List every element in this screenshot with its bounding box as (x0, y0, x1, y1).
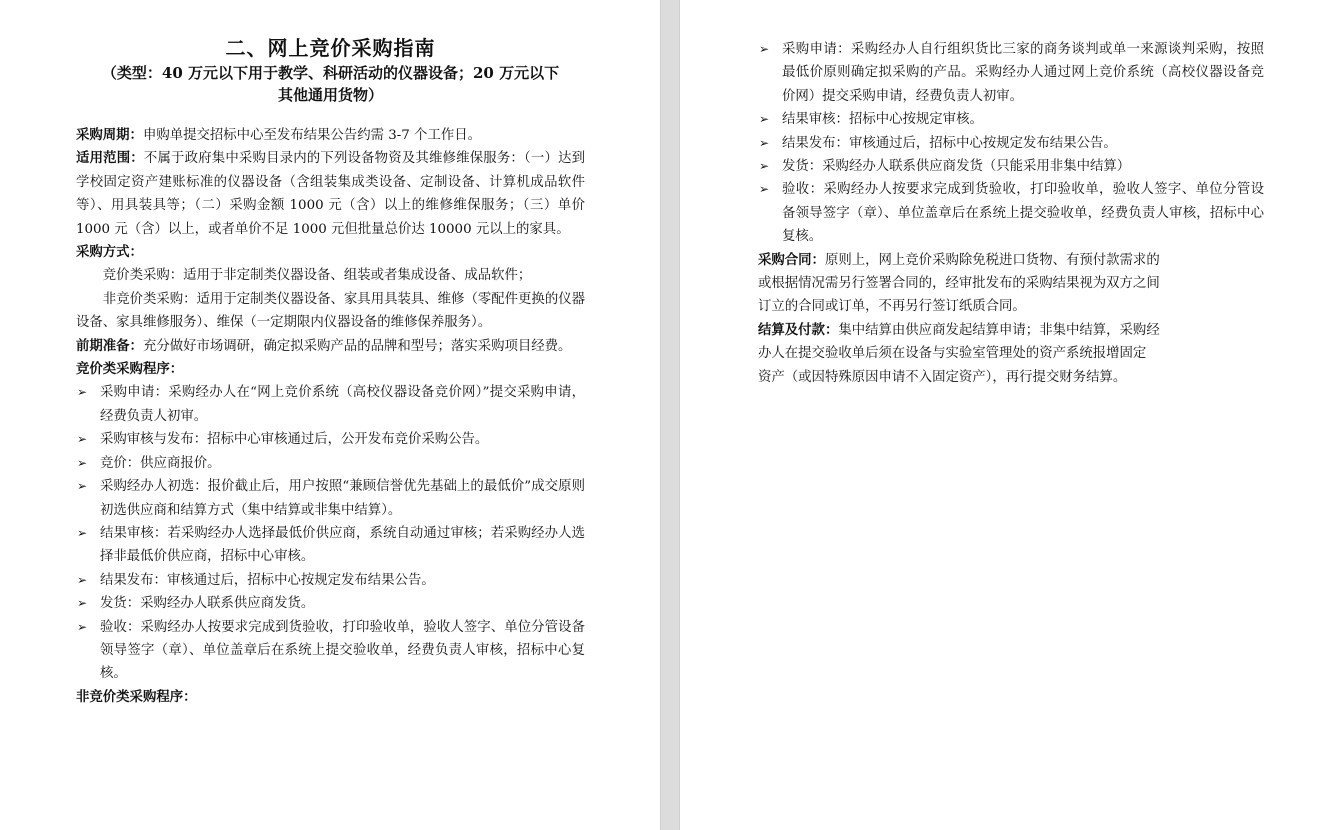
step-text: 验收：采购经办人按要求完成到货验收，打印验收单，验收人签字、单位分管设备领导签字（章）、单位盖章后在系统上提交验收单，经费负责人审核，招标中心复核。 (100, 619, 585, 682)
list-item (76, 569, 585, 592)
step-text: 发货：采购经办人联系供应商发货（只能采用非集中结算） (782, 159, 1131, 175)
arrow-bullet-icon: ➢ (77, 432, 88, 447)
settlement-paragraph (758, 319, 1264, 389)
page-gutter (660, 0, 680, 830)
step-text: 验收：采购经办人按要求完成到货验收，打印验收单，验收人签字、单位分管设备领导签字（章）、单位盖章后在系统上提交验收单，经费负责人审核，招标中心复核。 (782, 182, 1264, 245)
list-item (76, 475, 585, 522)
list-item (758, 38, 1264, 108)
contract-line3: 订立的合同或订单，不再另行签订纸质合同。 (758, 299, 1026, 315)
step-text: 结果审核：若采购经办人选择最低价供应商，系统自动通过审核；若采购经办人选择非最低价供应商，招标中心审核。 (100, 525, 585, 565)
contract-paragraph (758, 249, 1264, 319)
non-bidding-steps-list (758, 38, 1264, 249)
list-item (76, 452, 585, 475)
bidding-process-heading: 竞价类采购程序： (76, 361, 184, 378)
doc-subtitle-line1: （类型：40 万元以下用于教学、科研活动的仪器设备；20 万元以下 (101, 64, 560, 82)
arrow-bullet-icon: ➢ (77, 479, 88, 494)
list-item (76, 616, 585, 686)
bidding-steps-list (76, 381, 585, 685)
procurement-cycle-label: 采购周期： (76, 127, 143, 143)
arrow-bullet-icon: ➢ (759, 135, 770, 150)
arrow-bullet-icon: ➢ (759, 112, 770, 127)
list-item (76, 428, 585, 451)
step-text: 采购申请：采购经办人自行组织货比三家的商务谈判或单一来源谈判采购，按照最低价原则确定拟采购的产品。采购经办人通过网上竞价系统（高校仪器设备竞价网）提交采购申请，经费负责人初审。 (782, 42, 1264, 104)
step-text: 竞价：供应商报价。 (100, 455, 221, 471)
document-page-right (680, 0, 1340, 830)
step-text: 采购审核与发布：招标中心审核通过后，公开发布竞价采购公告。 (100, 432, 489, 448)
preparation-label: 前期准备： (76, 337, 143, 354)
document-page-left (0, 0, 660, 830)
scope-label: 适用范围： (76, 150, 144, 167)
arrow-bullet-icon: ➢ (77, 572, 88, 587)
contract-label: 采购合同： (758, 251, 825, 268)
preparation-text: 充分做好市场调研，确定拟采购产品的品牌和型号；落实采购项目经费。 (142, 338, 572, 354)
methods-heading: 采购方式： (76, 244, 143, 261)
step-text: 采购申请：采购经办人在“网上竞价系统（高校仪器设备竞价网）”提交采购申请，经费负责人初审。 (100, 385, 585, 424)
contract-line1: 原则上，网上竞价采购除免税进口货物、有预付款需求的 (824, 252, 1160, 268)
list-item (758, 178, 1264, 248)
arrow-bullet-icon: ➢ (77, 385, 88, 400)
arrow-bullet-icon: ➢ (77, 619, 88, 634)
list-item (758, 108, 1264, 131)
list-item (76, 381, 585, 428)
doc-subtitle-line2: 其他通用货物） (277, 86, 383, 104)
arrow-bullet-icon: ➢ (77, 596, 88, 611)
non-bidding-process-heading: 非竞价类采购程序： (76, 688, 197, 705)
step-text: 结果发布：审核通过后，招标中心按规定发布结果公告。 (782, 135, 1117, 151)
bidding-method-paragraph: 竞价类采购：适用于非定制类仪器设备、组装或者集成设备、成品软件； (102, 268, 532, 284)
arrow-bullet-icon: ➢ (77, 455, 88, 470)
settlement-line1: 集中结算由供应商发起结算申请；非集中结算，采购经 (838, 322, 1160, 338)
arrow-bullet-icon: ➢ (759, 159, 770, 174)
list-item (758, 155, 1264, 178)
list-item (76, 592, 585, 615)
settlement-line3: 资产（或因特殊原因申请不入固定资产），再行提交财务结算。 (758, 369, 1127, 385)
procurement-cycle-text: 申购单提交招标中心至发布结果公告约需 3-7 个工作日。 (142, 128, 482, 143)
arrow-bullet-icon: ➢ (759, 182, 770, 197)
step-text: 结果审核：招标中心按规定审核。 (782, 112, 983, 128)
doc-title: 二、网上竞价采购指南 (225, 36, 436, 60)
step-text: 结果发布：审核通过后，招标中心按规定发布结果公告。 (100, 572, 435, 588)
non-bidding-method-paragraph: 非竞价类采购：适用于定制类仪器设备、家具用具装具、维修（零配件更换的仪器设备、家具维修服务）、维保（一定期限内仪器设备的维修保养服务）。 (76, 291, 585, 331)
arrow-bullet-icon: ➢ (77, 525, 88, 540)
procurement-cycle-paragraph (76, 124, 585, 147)
list-item (758, 132, 1264, 155)
list-item (76, 522, 585, 569)
scope-text: 不属于政府集中采购目录内的下列设备物资及其维修维保服务：（一）达到学校固定资产建账标准的仪器设备（含组装集成类设备、定制设备、计算机成品软件等）、用具装具等；（二）采购金额 1000 元（含）以上的维修维保服务；（三）单价 1000 元（含）以上，或者单价不足 1000 元但批量总价达 10000 元以上的家具。 (76, 151, 585, 237)
preparation-paragraph (76, 335, 585, 358)
contract-line2: 或根据情况需另行签署合同的，经审批发布的采购结果视为双方之间 (758, 276, 1160, 292)
step-text: 采购经办人初选：报价截止后，用户按照“兼顾信誉优先基础上的最低价”成交原则初选供应商和结算方式（集中结算或非集中结算）。 (100, 479, 585, 518)
arrow-bullet-icon: ➢ (759, 42, 770, 56)
step-text: 发货：采购经办人联系供应商发货。 (100, 596, 315, 612)
doc-subtitle (76, 62, 585, 106)
settlement-line2: 办人在提交验收单后须在设备与实验室管理处的资产系统报增固定 (758, 346, 1147, 362)
scope-paragraph (76, 147, 585, 241)
settlement-label: 结算及付款： (758, 321, 839, 338)
